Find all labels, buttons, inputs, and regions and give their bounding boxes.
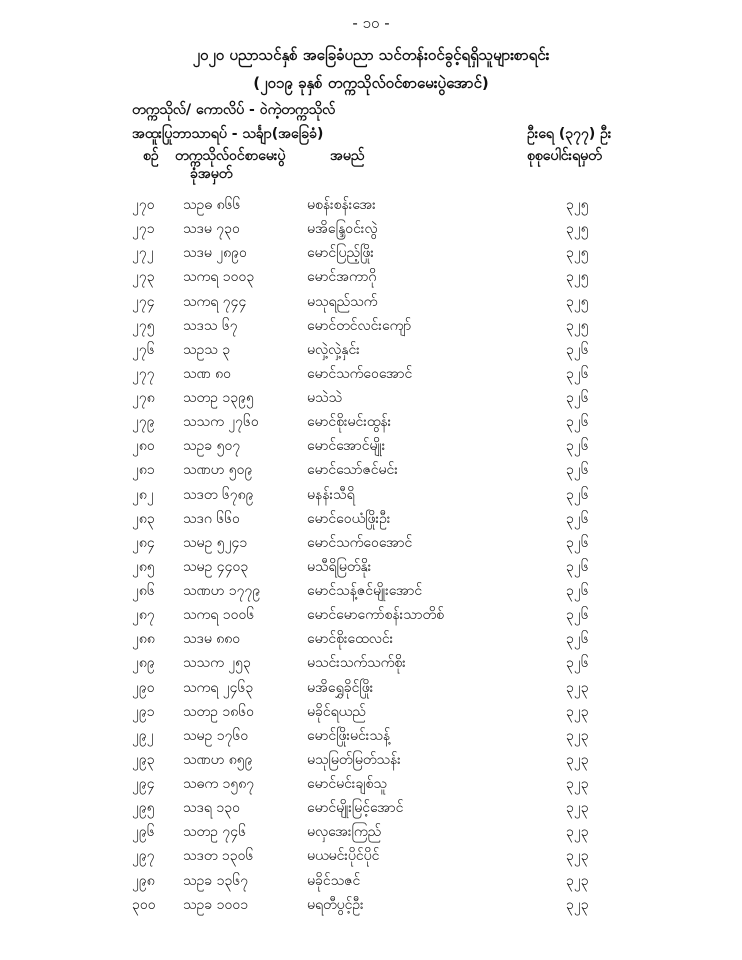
row-name: မခိုင်ရယည် bbox=[307, 703, 366, 720]
row-number: ၂၉၇ bbox=[132, 848, 155, 865]
row-number: ၂၇၆ bbox=[132, 341, 155, 358]
row-number: ၂၉၃ bbox=[132, 751, 155, 768]
row-name: မောင်စိုးထေလင်း bbox=[307, 631, 394, 648]
row-score: ၃၂၆ bbox=[566, 607, 589, 624]
row-number: ၂၉၈ bbox=[132, 872, 155, 889]
row-exam-id: သဓက ၁၅၈၇ bbox=[183, 776, 255, 792]
row-score: ၃၂၆ bbox=[566, 341, 589, 358]
row-name: မလှအေးကြည် bbox=[307, 824, 382, 841]
row-exam-id: သဒရ ၁၃၀ bbox=[183, 800, 240, 817]
row-name: မအိန္ဒြေဝင်းလွဲ bbox=[307, 221, 378, 238]
university-line: တက္ကသိုလ်/ ကောလိပ် - ဝဲကဲ့တက္ကသိုလ် bbox=[132, 102, 336, 118]
row-number: ၂၉၂ bbox=[132, 727, 154, 744]
table-row bbox=[0, 650, 742, 674]
row-number: ၂၈၇ bbox=[132, 607, 155, 624]
row-score: ၃၂၃ bbox=[566, 776, 589, 792]
row-score: ၃၂၃ bbox=[566, 800, 589, 817]
row-score: ၃၂၅ bbox=[566, 293, 589, 310]
total-count: ဦးရေ (၃၇၇) ဦး bbox=[527, 126, 612, 142]
row-name: မောင်တင်လင်းကျော် bbox=[307, 317, 412, 334]
table-row bbox=[0, 385, 742, 409]
row-name: မသုမြတ်မြတ်သန်း bbox=[307, 751, 401, 768]
document-subtitle: (၂၀၁၉ ခုနှစ် တက္ကသိုလ်ဝင်စာမေးပွဲအောင်) bbox=[253, 74, 489, 92]
row-name: မောင်သန့်ဇင်မျိုးအောင် bbox=[307, 583, 423, 599]
row-exam-id: သဒမ ၈၈၀ bbox=[183, 631, 241, 648]
table-row bbox=[0, 216, 742, 240]
row-number: ၂၇၉ bbox=[132, 414, 155, 431]
row-exam-id: သဏဟ ၁၇၇၉ bbox=[183, 583, 261, 599]
row-number: ၂၉၄ bbox=[132, 776, 155, 792]
header-exam-id-2: ခုံအမှတ် bbox=[190, 166, 233, 182]
table-row bbox=[0, 747, 742, 771]
row-exam-id: သဒသ ၆၇ bbox=[183, 317, 238, 334]
table-row bbox=[0, 482, 742, 506]
row-name: မောင်သက်ဝေအောင် bbox=[307, 365, 413, 382]
major-line: အထူးပြုဘာသာရပ် - သင်္ချာ(အခြေခံ) bbox=[132, 126, 324, 142]
table-row bbox=[0, 626, 742, 650]
row-score: ၃၂၆ bbox=[566, 414, 589, 431]
table-row bbox=[0, 868, 742, 892]
row-score: ၃၂၆ bbox=[566, 558, 589, 575]
row-number: ၂၈၄ bbox=[132, 534, 155, 551]
table-row bbox=[0, 506, 742, 530]
row-score: ၃၂၃ bbox=[566, 703, 589, 720]
row-number: ၂၈၈ bbox=[132, 631, 155, 648]
row-number: ၂၈၆ bbox=[132, 583, 155, 599]
header-name: အမည် bbox=[330, 148, 365, 164]
table-row bbox=[0, 313, 742, 337]
row-name: မောင်မင်းချစ်သူ bbox=[307, 776, 387, 792]
table-row bbox=[0, 578, 742, 602]
row-name: မောင်ပြည့်ဖြိုး bbox=[307, 245, 374, 262]
row-score: ၃၂၃ bbox=[566, 679, 589, 696]
table-row bbox=[0, 771, 742, 795]
row-name: မနန်းသီရိ bbox=[307, 486, 355, 503]
row-number: ၂၉၅ bbox=[132, 800, 155, 817]
row-score: ၃၂၃ bbox=[566, 896, 589, 913]
row-score: ၃၂၆ bbox=[566, 462, 589, 479]
row-exam-id: သဒဂ ၆၆၀ bbox=[183, 510, 240, 527]
page-number: - ၁၀ - bbox=[352, 14, 390, 32]
row-score: ၃၂၅ bbox=[566, 269, 589, 286]
row-exam-id: သဒတ ၁၃၀၆ bbox=[183, 848, 254, 865]
row-score: ၃၂၅ bbox=[566, 245, 589, 262]
row-exam-id: သကရ ၂၄၆၃ bbox=[183, 679, 254, 696]
row-score: ၃၂၆ bbox=[566, 583, 589, 599]
row-score: ၃၂၅ bbox=[566, 221, 589, 238]
table-row bbox=[0, 699, 742, 723]
row-exam-id: သဥသ ၃ bbox=[183, 341, 231, 358]
row-number: ၂၉၆ bbox=[132, 824, 155, 841]
row-exam-id: သဏဟ ၅၀၉ bbox=[183, 462, 253, 479]
row-score: ၃၂၆ bbox=[566, 438, 589, 455]
row-name: မောင်စိုးမင်းထွန်း bbox=[307, 414, 392, 431]
row-exam-id: သကရ ၇၄၄ bbox=[183, 293, 247, 310]
row-name: မောင်ဝေယံဖြိုးဦး bbox=[307, 510, 391, 527]
row-score: ၃၂၃ bbox=[566, 751, 589, 768]
row-exam-id: သမဥ ၅၂၄၁ bbox=[183, 534, 248, 551]
row-exam-id: သသက ၂၇၆၀ bbox=[183, 414, 259, 431]
row-exam-id: သဥခ ၁၀၀၁ bbox=[183, 896, 249, 913]
row-score: ၃၂၆ bbox=[566, 631, 589, 648]
row-number: ၂၈၂ bbox=[132, 486, 154, 503]
row-number: ၂၇၇ bbox=[132, 365, 155, 382]
row-exam-id: သတဥ ၇၄၆ bbox=[183, 824, 247, 841]
row-number: ၂၇၈ bbox=[132, 390, 155, 406]
table-row bbox=[0, 192, 742, 216]
row-number: ၂၇၃ bbox=[132, 269, 155, 286]
table-row bbox=[0, 289, 742, 313]
row-number: ၃၀၀ bbox=[132, 896, 156, 913]
row-exam-id: သဒတ ၆၇၈၉ bbox=[183, 486, 254, 503]
header-no: စဉ် bbox=[143, 148, 159, 164]
row-score: ၃၂၆ bbox=[566, 365, 589, 382]
row-exam-id: သဒမ ၇၃၀ bbox=[183, 221, 240, 238]
row-name: မောင်မျိုးမြင့်အောင် bbox=[307, 800, 404, 817]
document-title: ၂၀၂၀ ပညာသင်နှစ် အခြေခံပညာ သင်တန်းဝင်ခွင့်ရရှိသူများစာရင်း bbox=[192, 46, 550, 64]
row-name: မောင်မောကော်စန်းသာတိစ် bbox=[307, 607, 445, 624]
row-exam-id: သတဥ ၁၈၆၀ bbox=[183, 703, 255, 720]
row-name: မသုရည်သက် bbox=[307, 293, 378, 310]
row-number: ၂၇၄ bbox=[132, 293, 155, 310]
row-score: ၃၂၅ bbox=[566, 317, 589, 334]
row-name: မသင်းသက်သက်စိုး bbox=[307, 655, 406, 672]
table-row bbox=[0, 337, 742, 361]
table-row bbox=[0, 602, 742, 626]
row-number: ၂၉၁ bbox=[132, 703, 155, 720]
row-score: ၃၂၆ bbox=[566, 486, 589, 503]
header-score: စုစုပေါင်းရမှတ် bbox=[527, 148, 602, 164]
row-score: ၃၂၆ bbox=[566, 655, 589, 672]
row-exam-id: သမဥ ၄၄၀၃ bbox=[183, 558, 249, 575]
row-exam-id: သဏဟ ၈၅၉ bbox=[183, 751, 253, 768]
row-exam-id: သကရ ၁၀၀၆ bbox=[183, 607, 255, 624]
row-name: မောင်အောင်မျိုး bbox=[307, 438, 386, 455]
row-name: မသီရိမြတ်နိုး bbox=[307, 558, 372, 575]
row-name: မခိုင်သဇင် bbox=[307, 872, 361, 889]
table-row bbox=[0, 457, 742, 481]
row-exam-id: သဏ ၈၀ bbox=[183, 365, 231, 382]
row-number: ၂၇၀ bbox=[132, 197, 155, 213]
table-row bbox=[0, 264, 742, 288]
table-row bbox=[0, 554, 742, 578]
row-exam-id: သတဥ ၁၃၉၅ bbox=[183, 390, 254, 406]
table-row bbox=[0, 843, 742, 867]
row-name: မသဲသဲ bbox=[307, 390, 343, 406]
row-name: မလှဲ့လှဲ့နှင်း bbox=[307, 341, 360, 358]
table-row bbox=[0, 819, 742, 843]
table-row bbox=[0, 433, 742, 457]
table-row bbox=[0, 892, 742, 916]
row-name: မယမင်းပိုင်ပိုင် bbox=[307, 848, 380, 865]
results-table bbox=[0, 192, 742, 916]
row-number: ၂၈၀ bbox=[132, 438, 155, 455]
row-name: မောင်သက်ဝေအောင် bbox=[307, 534, 413, 551]
row-exam-id: သဥခ ၅၀၇ bbox=[183, 438, 241, 455]
row-number: ၂၈၃ bbox=[132, 510, 155, 527]
row-name: မောင်သော်ဇင်မင်း bbox=[307, 462, 398, 479]
row-name: မစန်းစန်းအေး bbox=[307, 197, 376, 213]
table-row bbox=[0, 723, 742, 747]
row-number: ၂၇၁ bbox=[132, 221, 155, 238]
row-number: ၂၉၀ bbox=[132, 679, 155, 696]
row-score: ၃၂၅ bbox=[566, 197, 589, 213]
row-exam-id: သမဥ ၁၇၆၀ bbox=[183, 727, 249, 744]
row-number: ၂၇၅ bbox=[132, 317, 155, 334]
row-name: မောင်အကာဂို bbox=[307, 269, 377, 286]
row-exam-id: သဥခ ၁၃၆၇ bbox=[183, 872, 249, 889]
row-name: မောင်ဖြိုးမင်းသန့် bbox=[307, 727, 391, 744]
header-exam-id: တက္ကသိုလ်ဝင်စာမေးပွဲ bbox=[175, 148, 286, 164]
table-row bbox=[0, 409, 742, 433]
row-score: ၃၂၆ bbox=[566, 390, 589, 406]
row-score: ၃၂၃ bbox=[566, 727, 589, 744]
row-exam-id: သသက ၂၅၃ bbox=[183, 655, 251, 672]
table-row bbox=[0, 530, 742, 554]
row-number: ၂၇၂ bbox=[132, 245, 154, 262]
row-score: ၃၂၃ bbox=[566, 824, 589, 841]
row-score: ၃၂၃ bbox=[566, 872, 589, 889]
row-exam-id: သဥဓ ၈၆၆ bbox=[183, 197, 241, 213]
row-number: ၂၈၅ bbox=[132, 558, 155, 575]
row-score: ၃၂၃ bbox=[566, 848, 589, 865]
row-number: ၂၈၁ bbox=[132, 462, 155, 479]
row-exam-id: သကရ ၁၀၀၃ bbox=[183, 269, 255, 286]
row-exam-id: သဒမ ၂၈၉၀ bbox=[183, 245, 247, 262]
row-score: ၃၂၆ bbox=[566, 534, 589, 551]
table-row bbox=[0, 795, 742, 819]
row-number: ၂၈၉ bbox=[132, 655, 155, 672]
row-name: မအိရွှေခိုင်ဖြိုး bbox=[307, 679, 374, 696]
table-row bbox=[0, 361, 742, 385]
row-name: မရတီပွင့်ဦး bbox=[307, 896, 364, 913]
row-score: ၃၂၆ bbox=[566, 510, 589, 527]
table-row bbox=[0, 675, 742, 699]
table-row bbox=[0, 240, 742, 264]
